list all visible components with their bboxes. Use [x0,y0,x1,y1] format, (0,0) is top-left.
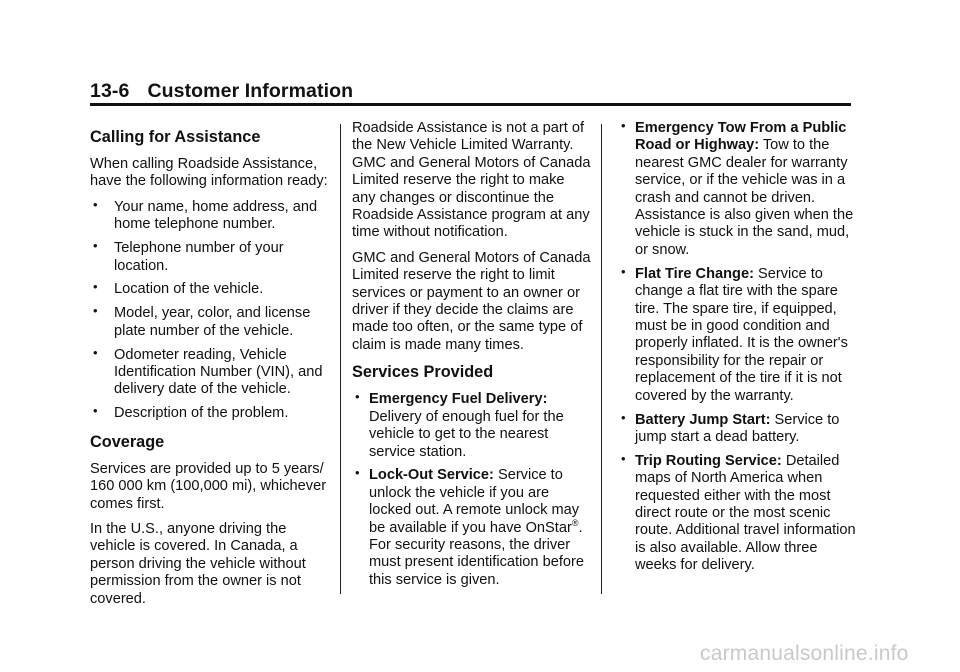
list-item: • Flat Tire Change: Service to change a flat tire with the spare tire. The spare tire, if equipped, must be in good condition and properly inflated. It is the owner's responsibility for the repair or replacement of the tire if it is not covered by the warranty. [621,263,848,404]
bullet-icon: • [621,263,626,279]
column-divider-right [601,124,602,594]
calling-heading: Calling for Assistance [90,128,261,146]
list-item: • Lock-Out Service: Service to unlock the vehicle if you are locked out. A remote unlock may be available if you have OnStar®. For security reasons, the driver must present identification before this service is given. [355,465,584,588]
services-list [352,391,592,589]
registered-mark: ® [571,517,579,528]
item-label: Trip Routing Service: [635,452,782,469]
item-label: Battery Jump Start: [635,411,771,428]
bullet-icon: • [621,118,626,133]
section-title: Customer Information [147,80,354,102]
list-item: • Telephone number of your location. [93,238,284,274]
coverage-heading: Coverage [90,432,165,451]
warranty-paragraph: Roadside Assistance is not a part of the New Vehicle Limited Warranty. GMC and General Motors of Canada Limited reserve the right to make any changes or discontinue the Roadside Assistance program at any time without notification. [352,120,591,241]
list-item: • Battery Jump Start: Service to jump start a dead battery. [621,409,840,445]
list-item: • Emergency Fuel Delivery: Delivery of enough fuel for the vehicle to get to the nearest service station. [355,389,564,460]
page-header [90,80,353,103]
column-divider-left [340,124,341,594]
bullet-icon: • [93,238,98,254]
bullet-icon: • [93,279,98,295]
services-list-continued [618,120,858,575]
limit-paragraph: GMC and General Motors of Canada Limited reserve the right to limit services or payment to an owner or driver if they decide the claims are made too often, or the same type of claim is made many times. [352,249,591,353]
calling-list [90,196,330,423]
column-1 [90,128,330,616]
bullet-icon: • [93,403,98,419]
calling-intro: When calling Roadside Assistance, have the following information ready: [90,156,328,190]
item-label: Lock-Out Service: [369,467,494,484]
list-item: • Trip Routing Service: Detailed maps of North America when requested either with the most direct route or the most scenic route. Additional travel information is also available. Allow three weeks for delivery. [621,450,856,574]
bullet-icon: • [621,450,626,466]
item-label: Emergency Tow From a Public Road or Highway: [635,120,847,154]
column-2 [352,120,592,597]
header-rule [90,103,851,106]
column-3 [618,120,858,583]
bullet-icon: • [93,303,98,319]
list-item: • Location of the vehicle. [93,279,264,298]
coverage-paragraph: In the U.S., anyone driving the vehicle is covered. In Canada, a person driving the vehicle without permission from the owner is not covered. [90,521,306,607]
list-item: • Model, year, color, and license plate number of the vehicle. [93,303,311,339]
bullet-icon: • [93,196,98,212]
list-item: • Emergency Tow From a Public Road or Highway: Tow to the nearest GMC dealer for warranty service, or if the vehicle was in a crash and cannot be driven. Assistance is also given when the vehicle is stuck in the sand, mud, or snow. [621,118,854,258]
services-heading: Services Provided [352,363,494,382]
list-item: • Description of the problem. [93,403,289,422]
watermark: carmanualsonline.info [700,642,909,665]
item-label: Flat Tire Change: [635,265,754,282]
bullet-icon: • [355,389,360,405]
bullet-icon: • [93,344,98,360]
page-number: 13-6 [90,80,130,102]
item-label: Emergency Fuel Delivery: [369,391,548,408]
coverage-paragraph: Services are provided up to 5 years/ 160 000 km (100,000 mi), whichever comes first. [90,460,327,512]
list-item: • Your name, home address, and home telephone number. [93,196,318,233]
list-item: • Odometer reading, Vehicle Identification Number (VIN), and delivery date of the vehicle. [93,344,323,398]
bullet-icon: • [355,465,360,481]
bullet-icon: • [621,409,626,425]
